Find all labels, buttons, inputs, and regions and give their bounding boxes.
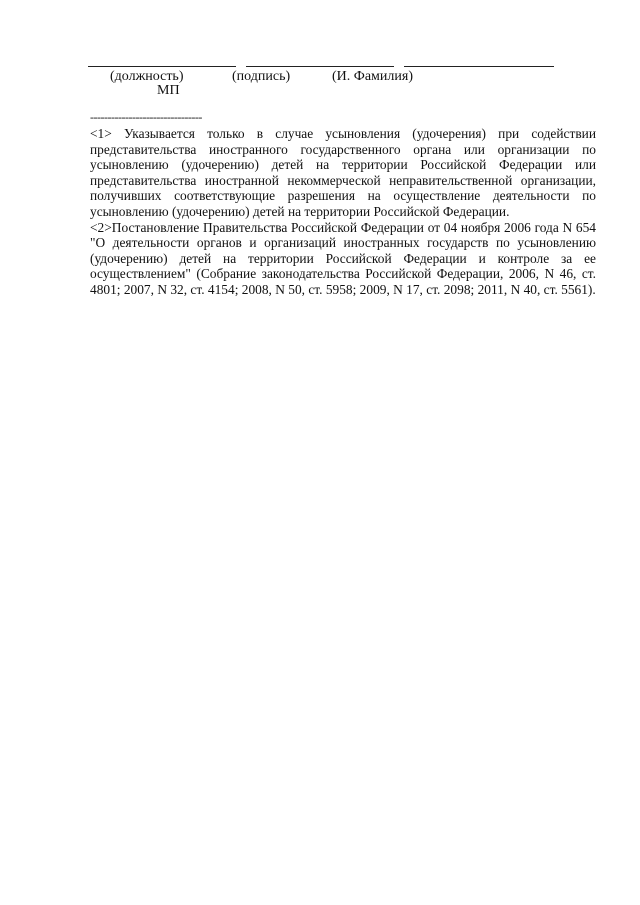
stamp-label: МП	[157, 83, 180, 98]
position-signature-line	[88, 66, 236, 67]
footnote-1: <1> Указывается только в случае усыновления (удочерения) при содействии представительства иностранного государственного органа или организации по усыновлению (удочерению) детей на территории Российской Федерации или представительства иностранной некоммерческой неправительственной организации, получивших соответствующие разрешения на осуществление деятельности по усыновлению (удочерению) детей на территории Российской Федерации.	[90, 126, 596, 219]
signature-label: (подпись)	[232, 69, 291, 84]
footnote-separator: --------------------------------	[90, 110, 202, 124]
name-label: (И. Фамилия)	[332, 69, 413, 84]
footnotes-section	[90, 126, 596, 298]
footnote-2: <2>Постановление Правительства Российской Федерации от 04 ноября 2006 года N 654 "О деятельности органов и организаций иностранных государств по усыновлению (удочерению) детей на территории Российской Федерации и контроле за ее осуществлением" (Собрание законодательства Российской Федерации, 2006, N 46, ст. 4801; 2007, N 32, ст. 4154; 2008, N 50, ст. 5958; 2009, N 17, ст. 2098; 2011, N 40, ст. 5561).	[90, 219, 596, 297]
position-label: (должность)	[110, 69, 184, 84]
signature-line	[246, 66, 394, 67]
name-signature-line	[404, 66, 554, 67]
